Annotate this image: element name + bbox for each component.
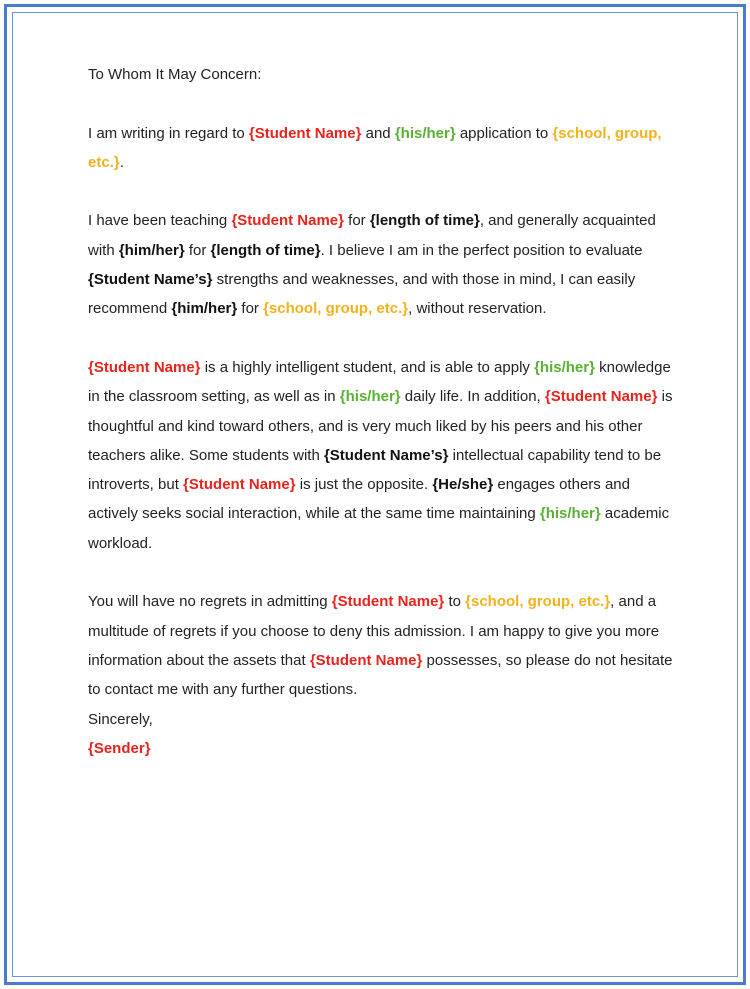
- paragraph-1: [88, 119, 678, 178]
- school-placeholder: {school, group, etc.}: [88, 124, 662, 171]
- text-span: .: [119, 153, 124, 171]
- text-span: for: [343, 212, 370, 230]
- pronoun-placeholder: {his/her}: [339, 388, 401, 406]
- paragraph-3: [88, 353, 678, 558]
- student-name-placeholder: {Student Name}: [331, 593, 445, 611]
- paragraph-4: [88, 587, 678, 704]
- text-span: is a highly intelligent student, and is able to apply: [200, 358, 535, 376]
- letter-body: [88, 60, 678, 763]
- text-span: , and generally acquainted with: [88, 212, 656, 259]
- him-her-placeholder: {him/her}: [171, 300, 238, 318]
- him-her-placeholder: {him/her}: [118, 241, 185, 259]
- text-span: is thoughtful and kind toward others, and is very much liked by his peers and his other teachers alike. Some students with: [88, 388, 673, 464]
- school-placeholder: {school, group, etc.}: [465, 593, 611, 611]
- pronoun-placeholder: {his/her}: [539, 505, 601, 523]
- salutation: To Whom It May Concern:: [88, 66, 262, 83]
- length-placeholder: {length of time}: [210, 241, 321, 259]
- text-span: , without reservation.: [408, 300, 547, 318]
- text-span: application to: [455, 124, 553, 142]
- text-span: strengths and weaknesses, and with those in mind, I can easily recommend: [88, 271, 636, 318]
- student-possessive-placeholder: {Student Name’s}: [88, 271, 213, 289]
- student-name-placeholder: {Student Name}: [309, 651, 423, 669]
- paragraph-2: [88, 206, 678, 323]
- text-span: academic workload.: [88, 505, 670, 552]
- text-span: intellectual capability tend to be introverts, but: [88, 446, 662, 494]
- pronoun-placeholder: {his/her}: [534, 358, 595, 376]
- sender-placeholder: {Sender}: [88, 739, 151, 757]
- student-name-placeholder: {Student Name}: [544, 388, 658, 406]
- school-placeholder: {school, group, etc.}: [263, 300, 409, 318]
- text-span: engages others and actively seeks social interaction, while at the same time maintaining: [88, 476, 630, 523]
- text-span: to: [444, 593, 466, 611]
- length-placeholder: {length of time}: [369, 212, 480, 230]
- text-span: I have been teaching: [88, 212, 232, 230]
- student-possessive-placeholder: {Student Name’s}: [323, 446, 449, 464]
- text-span: possesses, so please do not hesitate to contact me with any further questions.: [88, 651, 673, 699]
- text-span: for: [184, 241, 211, 259]
- closing: Sincerely,: [88, 710, 153, 728]
- student-name-placeholder: {Student Name}: [88, 358, 201, 376]
- student-name-placeholder: {Student Name}: [183, 476, 296, 494]
- student-name-placeholder: {Student Name}: [231, 212, 344, 230]
- text-span: , and a multitude of regrets if you choose to deny this admission. I am happy to give you more information about the assets that: [88, 593, 660, 669]
- text-span: I am writing in regard to: [88, 124, 249, 142]
- text-span: and: [361, 124, 395, 142]
- text-span: is just the opposite.: [295, 476, 433, 494]
- text-span: You will have no regrets in admitting: [88, 593, 332, 611]
- he-she-placeholder: {He/she}: [432, 476, 494, 494]
- student-name-placeholder: {Student Name}: [248, 124, 362, 142]
- text-span: . I believe I am in the perfect position to evaluate: [320, 241, 643, 259]
- text-span: daily life. In addition,: [400, 388, 545, 406]
- pronoun-placeholder: {his/her}: [394, 124, 456, 142]
- text-span: for: [237, 300, 264, 318]
- text-span: knowledge in the classroom setting, as well as in: [88, 358, 671, 406]
